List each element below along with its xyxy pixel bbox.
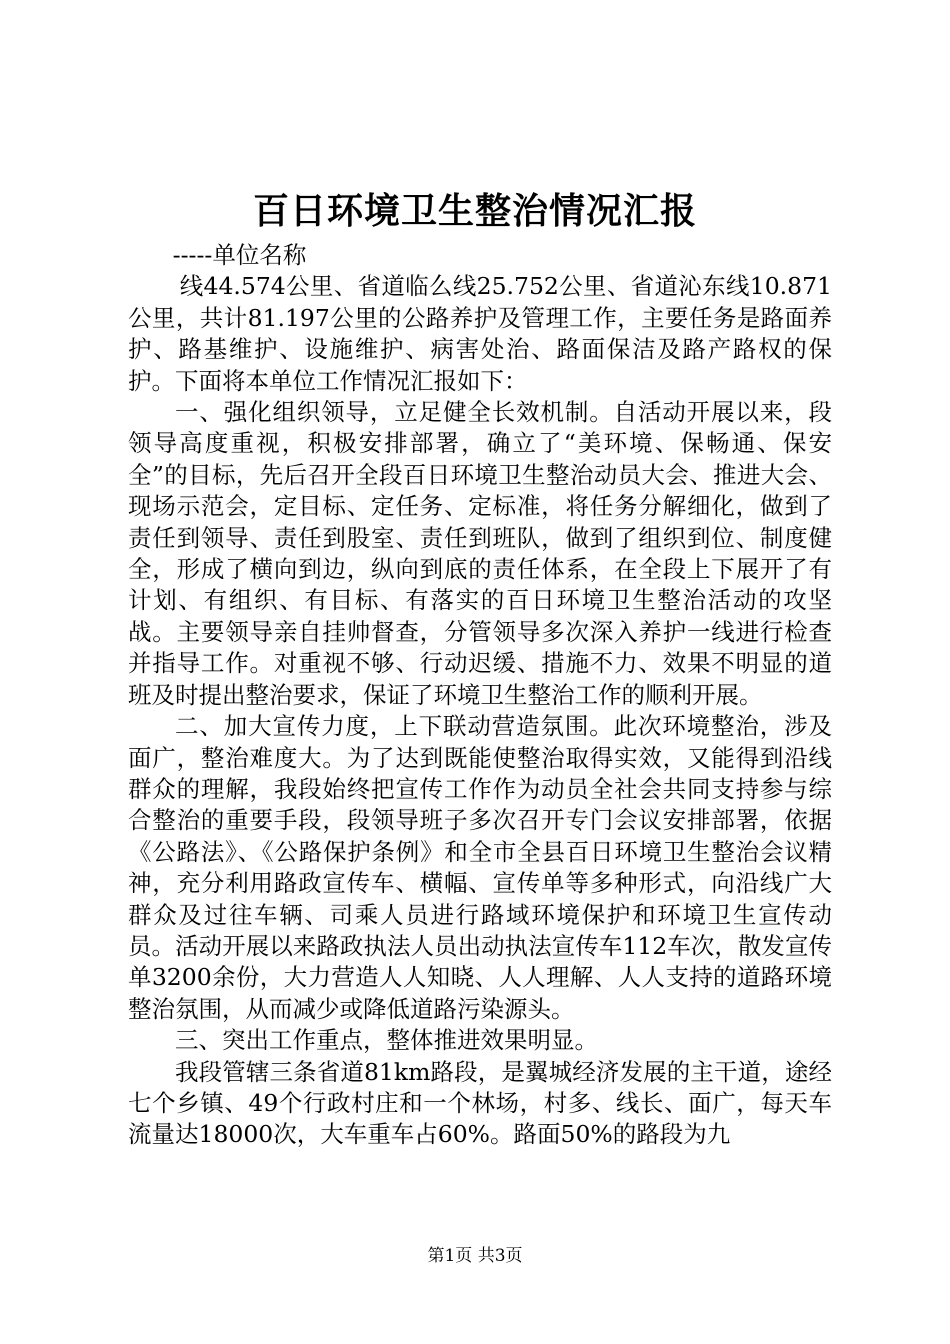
body-paragraph: 二、加大宣传力度，上下联动营造氛围。此次环境整治，涉及面广，整治难度大。为了达到既能使整治取得实效，又能得到沿线群众的理解，我段始终把宣传工作作为动员全社会共同支持参与综合整治的重要手段，段领导班子多次召开专门会议安排部署，依据《公路法》、《公路保护条例》和全市全县百日环境卫生整治会议精神，充分利用路政宣传车、横幅、宣传单等多种形式，向沿线广大群众及过往车辆、司乘人员进行路域环境保护和环境卫生宣传动员。活动开展以来路政执法人员出动执法宣传车112车次，散发宣传单3200余份，大力营造人人知晓、人人理解、人人支持的道路环境整治氛围，从而减少或降低道路污染源头。 xyxy=(128,712,832,1023)
document-body xyxy=(128,240,832,1151)
document-subtitle: -----单位名称 xyxy=(172,241,307,269)
body-paragraph: 一、强化组织领导，立足健全长效机制。自活动开展以来，段领导高度重视，积极安排部署，确立了“美环境、保畅通、保安全”的目标，先后召开全段百日环境卫生整治动员大会、推进大会、现场示范会，定目标、定任务、定标准，将任务分解细化，做到了责任到领导、责任到股室、责任到班队，做到了组织到位、制度健全，形成了横向到边，纵向到底的责任体系，在全段上下展开了有计划、有组织、有目标、有落实的百日环境卫生整治活动的攻坚战。主要领导亲自挂帅督查，分管领导多次深入养护一线进行检查并指导工作。对重视不够、行动迟缓、措施不力、效果不明显的道班及时提出整治要求，保证了环境卫生整治工作的顺利开展。 xyxy=(128,398,832,709)
document-title: 百日环境卫生整治情况汇报 xyxy=(252,190,697,232)
body-paragraph: 线44.574公里、省道临么线25.752公里、省道沁东线10.871公里，共计81.197公里的公路养护及管理工作，主要任务是路面养护、路基维护、设施维护、病害处治、路面保洁及路产路权的保护。下面将本单位工作情况汇报如下： xyxy=(128,272,832,395)
page-footer: 第1页 共3页 xyxy=(427,1246,523,1266)
body-paragraph: 我段管辖三条省道81km路段，是翼城经济发展的主干道，途经七个乡镇、49个行政村庄和一个林场，村多、线长、面广，每天车流量达18000次，大车重车占60%。路面50%的路段为九 xyxy=(128,1057,832,1149)
section-heading: 三、突出工作重点，整体推进效果明显。 xyxy=(175,1026,598,1055)
